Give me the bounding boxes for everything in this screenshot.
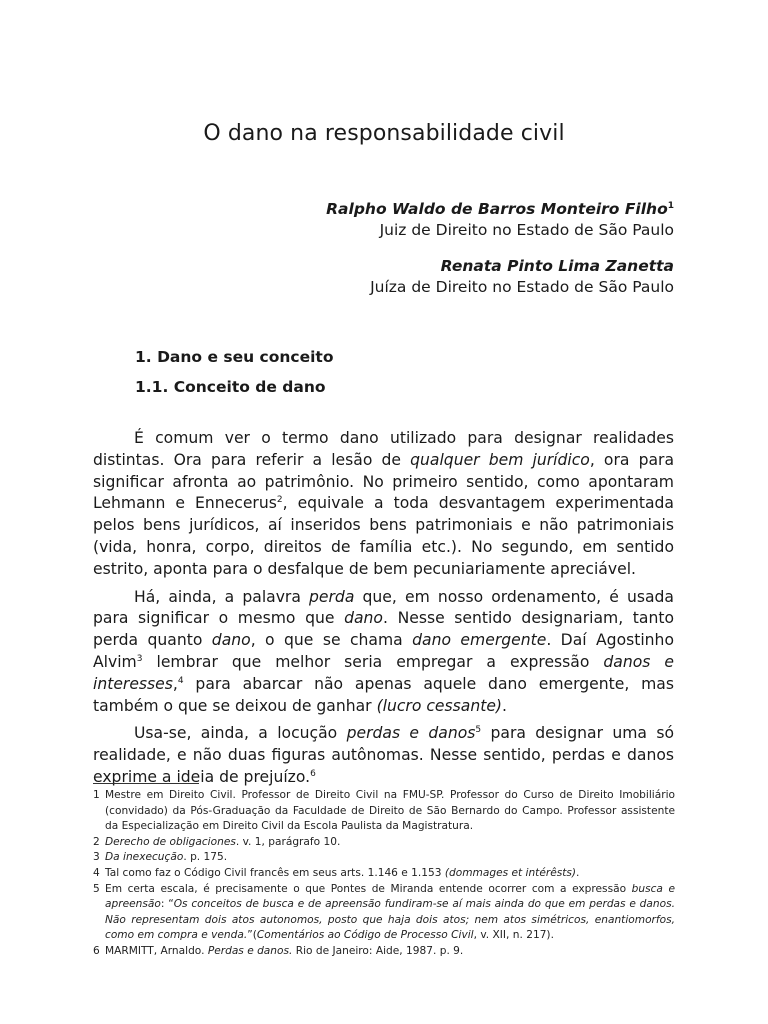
footnotes xyxy=(93,788,675,960)
author-role: Juiz de Direito no Estado de São Paulo xyxy=(379,221,674,240)
footnote-6: 6 MARMITT, Arnaldo. Perdas e danos. Rio de Janeiro: Aide, 1987. p. 9. xyxy=(93,944,464,957)
author-2 xyxy=(326,256,674,298)
author-name: Ralpho Waldo de Barros Monteiro Filho$^1$ xyxy=(326,200,674,219)
paragraph-1: É comum ver o termo dano utilizado para designar realidades distintas. Ora para referir a lesão de qualquer bem jurídico, ora para significar afronta ao patrimônio. No primeiro sentido, como apontaram Lehmann e Ennecerus$^2$, equivale a toda desvantagem experimentada pelos bens jurídicos, aí inseridos bens patrimoniais e não patrimoniais (vida, honra, corpo, direitos de família etc.). No segundo, em sentido estrito, aponta para o desfalque de bem pecuniariamente apreciável. xyxy=(93,429,674,578)
footnote-5: 5 Em certa escala, é precisamente o que Pontes de Miranda entende ocorrer com a expressão busca e apreensão: “Os conceitos de busca e de apreensão fundiram-se aí mais ainda do que em perdas e danos. Não representam dois atos autonomos, posto que haja dois atos; nem atos simétricos, enantiomorfos, como em compra e venda.”(Comentários ao Código de Processo Civil, v. XII, n. 217). xyxy=(93,882,675,942)
footnote-1: 1 Mestre em Direito Civil. Professor de Direito Civil na FMU-SP. Professor do Curso de Direito Imobiliário (convidado) da Pós-Graduação da Faculdade de Direito de São Bernardo do Campo. Professor assistente da Especialização em Direito Civil da Escola Paulista da Magistratura. xyxy=(93,789,675,833)
paragraph-2: Há, ainda, a palavra perda que, em nosso ordenamento, é usada para significar o mesmo que dano. Nesse sentido designariam, tanto perda quanto dano, o que se chama dano emergente. Daí Agostinho Alvim$^3$ lembrar que melhor seria empregar a expressão danos e interesses,$^4$ para abarcar não apenas aquele dano emergente, mas também o que se deixou de ganhar (lucro cessante). xyxy=(93,587,675,715)
author-name: Renata Pinto Lima Zanetta xyxy=(440,257,674,276)
footnote-divider xyxy=(93,783,199,784)
page-title: O dano na responsabilidade civil xyxy=(203,120,565,146)
footnote-marker: 1 xyxy=(667,201,674,211)
subsection-heading: 1.1. Conceito de dano xyxy=(135,378,326,396)
author-role: Juíza de Direito no Estado de São Paulo xyxy=(370,278,674,297)
author-1 xyxy=(326,196,674,241)
section-heading: 1. Dano e seu conceito xyxy=(135,348,334,366)
footnote-3: 3 Da inexecução. p. 175. xyxy=(93,851,228,864)
paragraph-3: Usa-se, ainda, a locução perdas e danos$^5$ para designar uma só realidade, e não duas figuras autônomas. Nesse sentido, perdas e danos exprime a ideia de prejuízo.$^6$ xyxy=(93,724,674,786)
footnote-4: 4 Tal como faz o Código Civil francês em seus arts. 1.146 e 1.153 (dommages et intérêsts). xyxy=(93,866,580,879)
footnote-2: 2 Derecho de obligaciones. v. 1, parágrafo 10. xyxy=(93,835,341,848)
body-text xyxy=(93,428,674,795)
author-list xyxy=(326,196,674,313)
